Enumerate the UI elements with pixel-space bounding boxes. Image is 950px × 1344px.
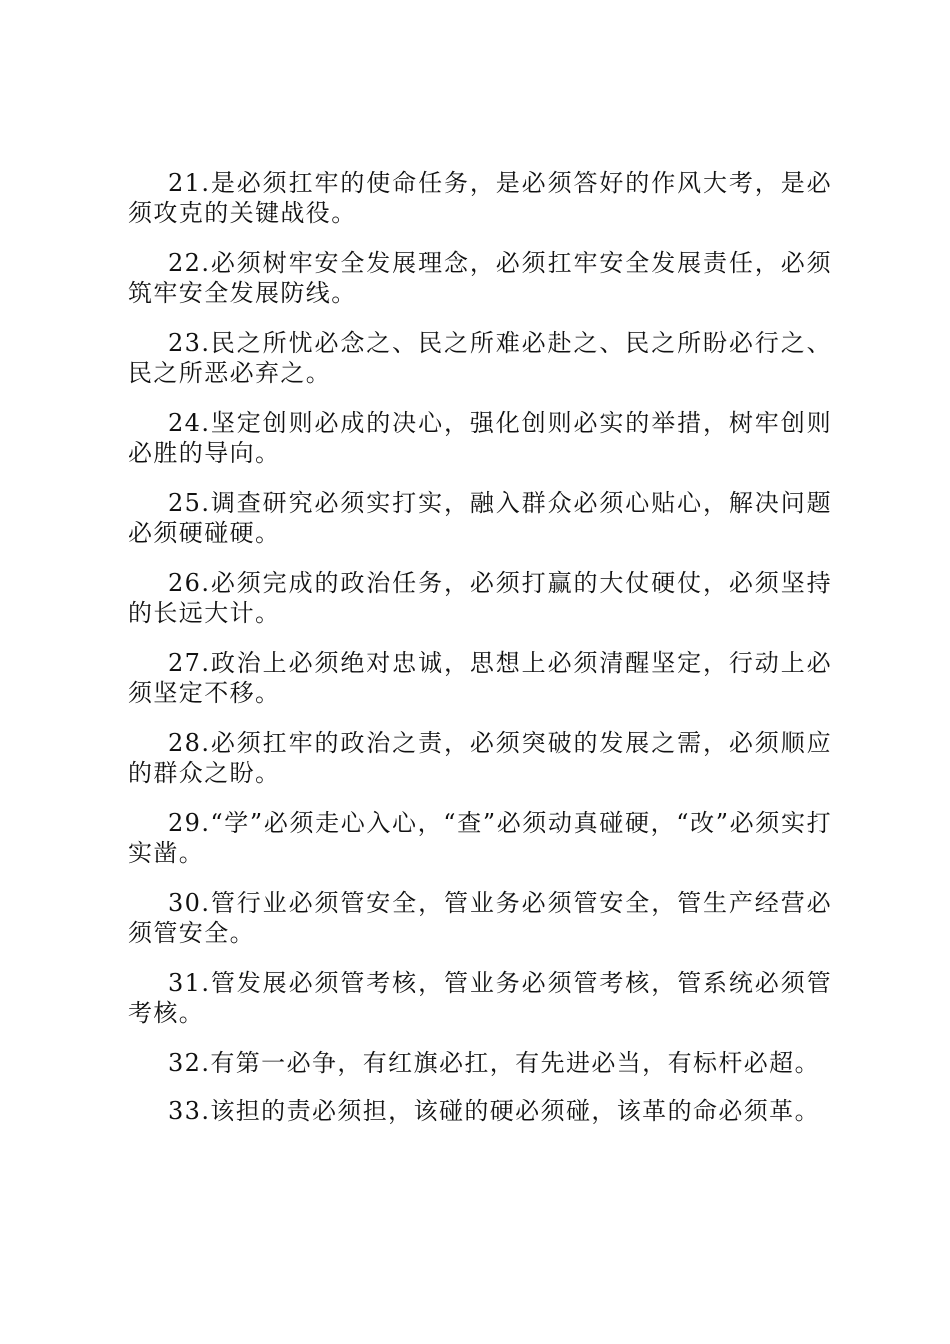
paragraph-26: 26.必须完成的政治任务，必须打赢的大仗硬仗，必须坚持的长远大计。 — [128, 569, 832, 627]
paragraph-31: 31.管发展必须管考核，管业务必须管考核，管系统必须管考核。 — [128, 969, 832, 1027]
paragraph-25: 25.调查研究必须实打实，融入群众必须心贴心，解决问题必须硬碰硬。 — [128, 489, 832, 547]
paragraph-21: 21.是必须扛牢的使命任务，是必须答好的作风大考，是必须攻克的关键战役。 — [128, 169, 832, 227]
paragraph-27: 27.政治上必须绝对忠诚，思想上必须清醒坚定，行动上必须坚定不移。 — [128, 649, 832, 707]
document-body — [128, 168, 832, 1144]
paragraph-30: 30.管行业必须管安全，管业务必须管安全，管生产经营必须管安全。 — [128, 889, 832, 947]
paragraph-28: 28.必须扛牢的政治之责，必须突破的发展之需，必须顺应的群众之盼。 — [128, 729, 832, 787]
paragraph-29: 29.“学”必须走心入心，“查”必须动真碰硬，“改”必须实打实凿。 — [128, 809, 832, 867]
paragraph-24: 24.坚定创则必成的决心，强化创则必实的举措，树牢创则必胜的导向。 — [128, 409, 832, 467]
paragraph-33: 33.该担的责必须担，该碰的硬必须碰，该革的命必须革。 — [168, 1097, 820, 1125]
paragraph-23: 23.民之所忧必念之、民之所难必赴之、民之所盼必行之、民之所恶必弃之。 — [128, 329, 832, 387]
paragraph-22: 22.必须树牢安全发展理念，必须扛牢安全发展责任，必须筑牢安全发展防线。 — [128, 249, 832, 307]
paragraph-32: 32.有第一必争，有红旗必扛，有先进必当，有标杆必超。 — [168, 1049, 820, 1077]
